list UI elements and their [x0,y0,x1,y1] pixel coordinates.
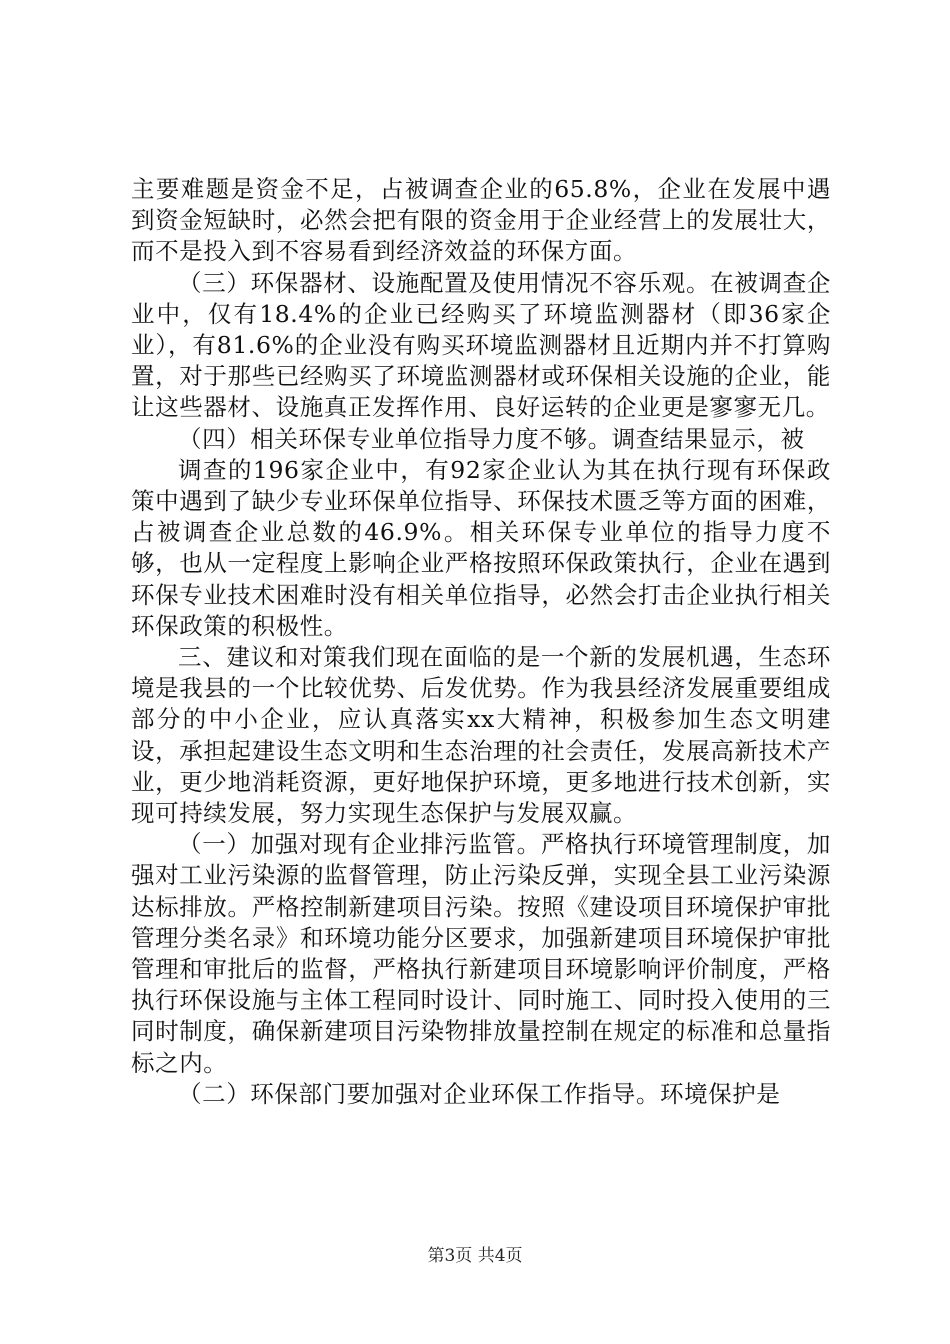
paragraph-funding-shortage: 主要难题是资金不足，占被调查企业的65.8%，企业在发展中遇到资金短缺时，必然会把有限的资金用于企业经营上的发展壮大，而不是投入到不容易看到经济效益的环保方面。 [131,175,831,266]
paragraph-equipment-status: （三）环保器材、设施配置及使用情况不容乐观。在被调查企业中，仅有18.4%的企业已经购买了环境监测器材（即36家企业），有81.6%的企业没有购买环境监测器材且近期内并不打算购置，对于那些已经购买了环境监测器材或环保相关设施的企业，能让这些器材、设施真正发挥作用、良好运转的企业更是寥寥无几。 [131,268,831,422]
paragraph-guidance-survey: 调查的196家企业中，有92家企业认为其在执行现有环保政策中遇到了缺少专业环保单位指导、环保技术匮乏等方面的困难，占被调查企业总数的46.9%。相关环保专业单位的指导力度不够，也从一定程度上影响企业严格按照环保政策执行，企业在遇到环保专业技术困难时没有相关单位指导，必然会打击企业执行相关环保政策的积极性。 [131,455,831,640]
paragraph-environmental-guidance: （二）环保部门要加强对企业环保工作指导。环境保护是 [178,1079,781,1108]
page-number-footer: 第3页 共4页 [427,1246,523,1266]
paragraph-suggestions: 三、建议和对策我们现在面临的是一个新的发展机遇，生态环境是我县的一个比较优势、后发优势。作为我县经济发展重要组成部分的中小企业，应认真落实xx大精神，积极参加生态文明建设，承担起建设生态文明和生态治理的社会责任，发展高新技术产业，更少地消耗资源，更好地保护环境，更多地进行技术创新，实现可持续发展，努力实现生态保护与发展双赢。 [131,643,831,828]
paragraph-guidance-heading: （四）相关环保专业单位指导力度不够。调查结果显示，被 [178,424,805,453]
document-body [131,174,831,1110]
paragraph-pollution-supervision: （一）加强对现有企业排污监管。严格执行环境管理制度，加强对工业污染源的监督管理，防止污染反弹，实现全县工业污染源达标排放。严格控制新建项目污染。按照《建设项目环境保护审批管理分类名录》和环境功能分区要求，加强新建项目环境保护审批管理和审批后的监督，严格执行新建项目环境影响评价制度，严格执行环保设施与主体工程同时设计、同时施工、同时投入使用的三同时制度，确保新建项目污染物排放量控制在规定的标准和总量指标之内。 [131,830,831,1077]
